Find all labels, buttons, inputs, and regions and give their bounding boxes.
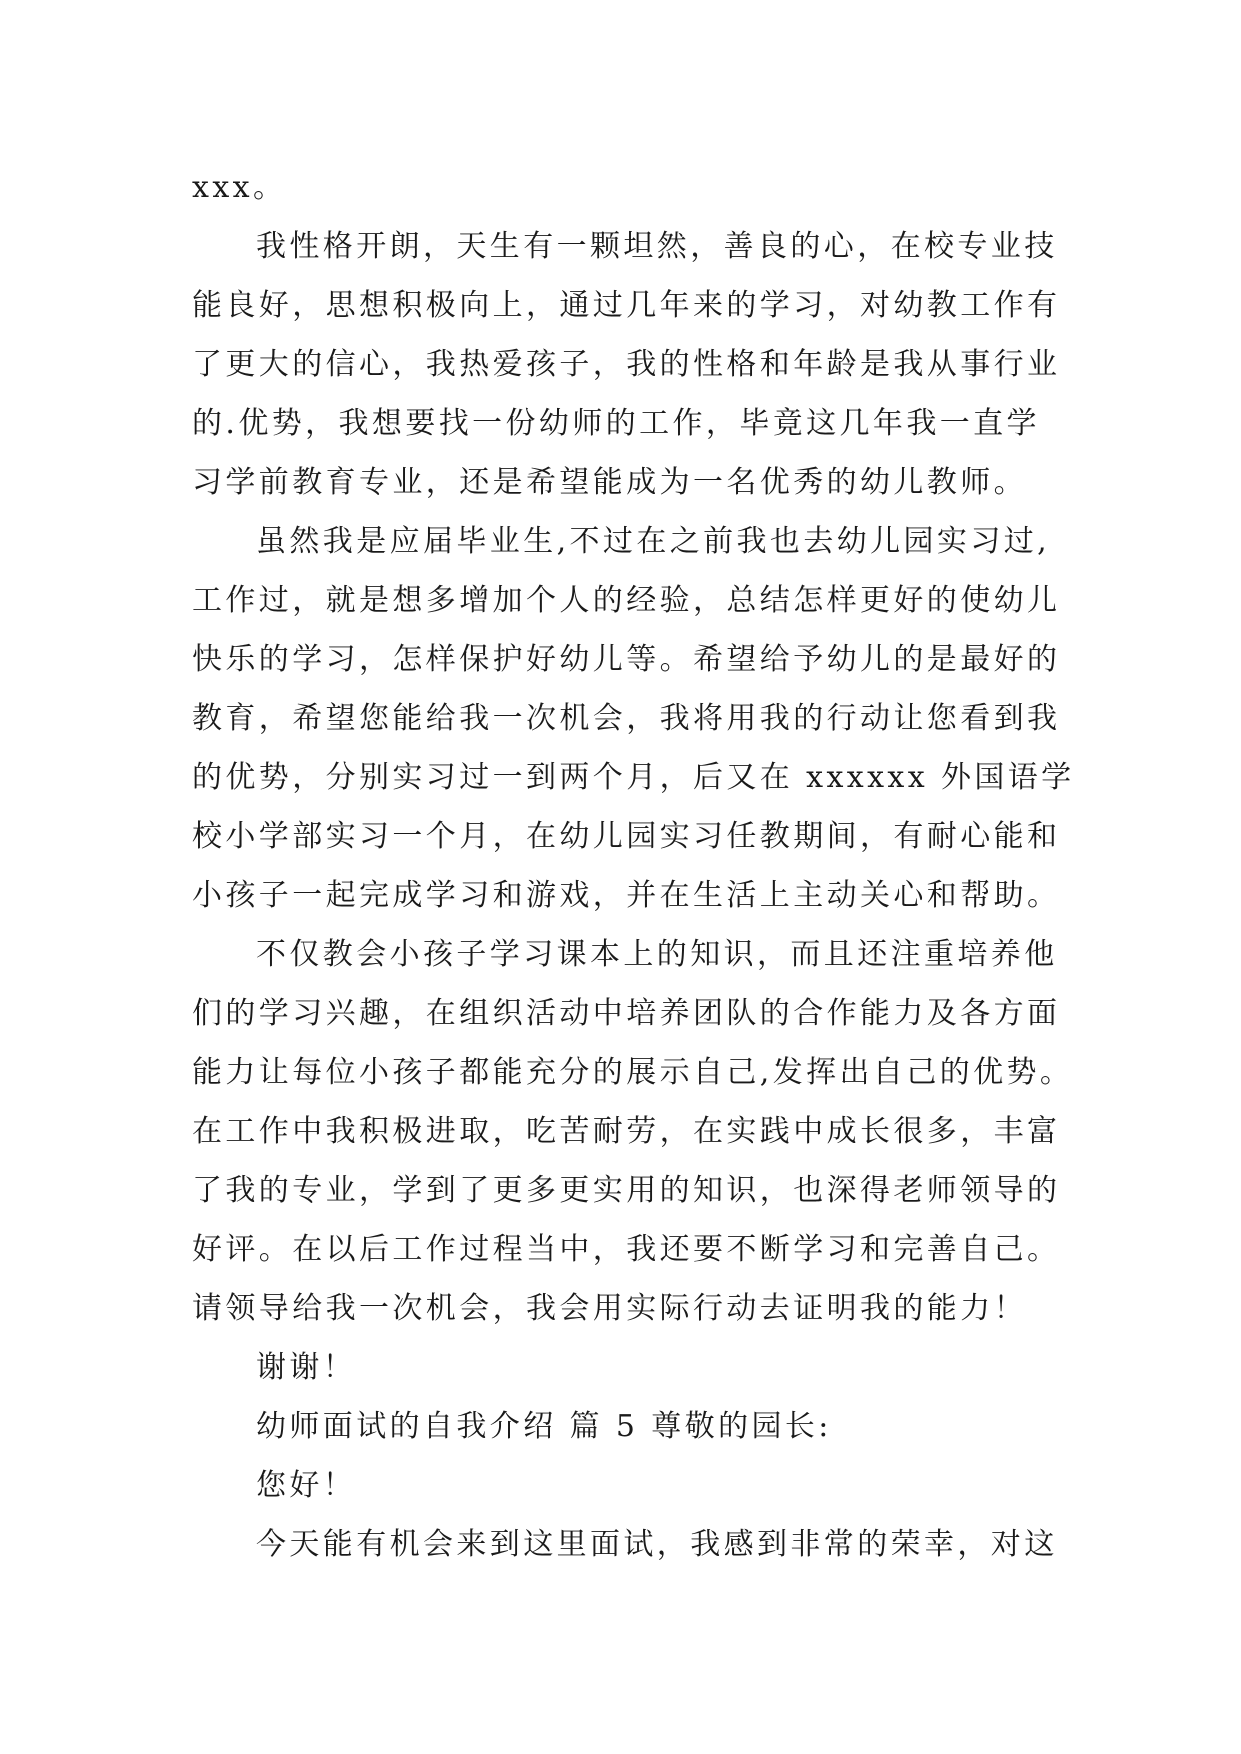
text-line: 好评。在以后工作过程当中，我还要不断学习和完善自己。: [192, 1232, 1061, 1267]
text-line: 习学前教育专业，还是希望能成为一名优秀的幼儿教师。: [192, 465, 1027, 500]
text-line: 不仅教会小孩子学习课本上的知识，而且还注重培养他: [256, 937, 1058, 972]
text-line: 虽然我是应届毕业生,不过在之前我也去幼儿园实习过,: [256, 524, 1051, 559]
text-line: 今天能有机会来到这里面试，我感到非常的荣幸，对这: [256, 1527, 1058, 1562]
text-line: 工作过，就是想多增加个人的经验，总结怎样更好的使幼儿: [192, 583, 1061, 618]
text-line: 小孩子一起完成学习和游戏，并在生活上主动关心和帮助。: [192, 878, 1061, 913]
document-body: [192, 158, 1075, 1574]
text-line: 了更大的信心，我热爱孩子，我的性格和年龄是我从事行业: [192, 347, 1061, 382]
text-line: 的.优势，我想要找一份幼师的工作，毕竟这几年我一直学: [192, 406, 1040, 441]
text-line: 快乐的学习，怎样保护好幼儿等。希望给予幼儿的是最好的: [192, 642, 1061, 677]
text-line: 请领导给我一次机会，我会用实际行动去证明我的能力！: [192, 1291, 1027, 1326]
text-line: 能力让每位小孩子都能充分的展示自己,发挥出自己的优势。: [192, 1055, 1074, 1090]
text-line: 教育，希望您能给我一次机会，我将用我的行动让您看到我: [192, 701, 1061, 736]
text-line: 能良好，思想积极向上，通过几年来的学习，对幼教工作有: [192, 288, 1061, 323]
text-line: 谢谢！: [256, 1350, 357, 1385]
text-line: 我性格开朗，天生有一颗坦然，善良的心，在校专业技: [256, 229, 1058, 264]
text-line: 您好！: [256, 1468, 357, 1503]
text-line: 了我的专业，学到了更多更实用的知识，也深得老师领导的: [192, 1173, 1061, 1208]
text-line: xxx。: [192, 170, 287, 205]
text-line: 在工作中我积极进取，吃苦耐劳，在实践中成长很多，丰富: [192, 1114, 1061, 1149]
text-line: 校小学部实习一个月，在幼儿园实习任教期间，有耐心能和: [192, 819, 1061, 854]
text-line: 幼师面试的自我介绍 篇 5 尊敬的园长:: [256, 1409, 832, 1444]
text-line: 们的学习兴趣，在组织活动中培养团队的合作能力及各方面: [192, 996, 1061, 1031]
text-line: 的优势，分别实习过一到两个月，后又在 xxxxxx 外国语学: [192, 760, 1075, 795]
